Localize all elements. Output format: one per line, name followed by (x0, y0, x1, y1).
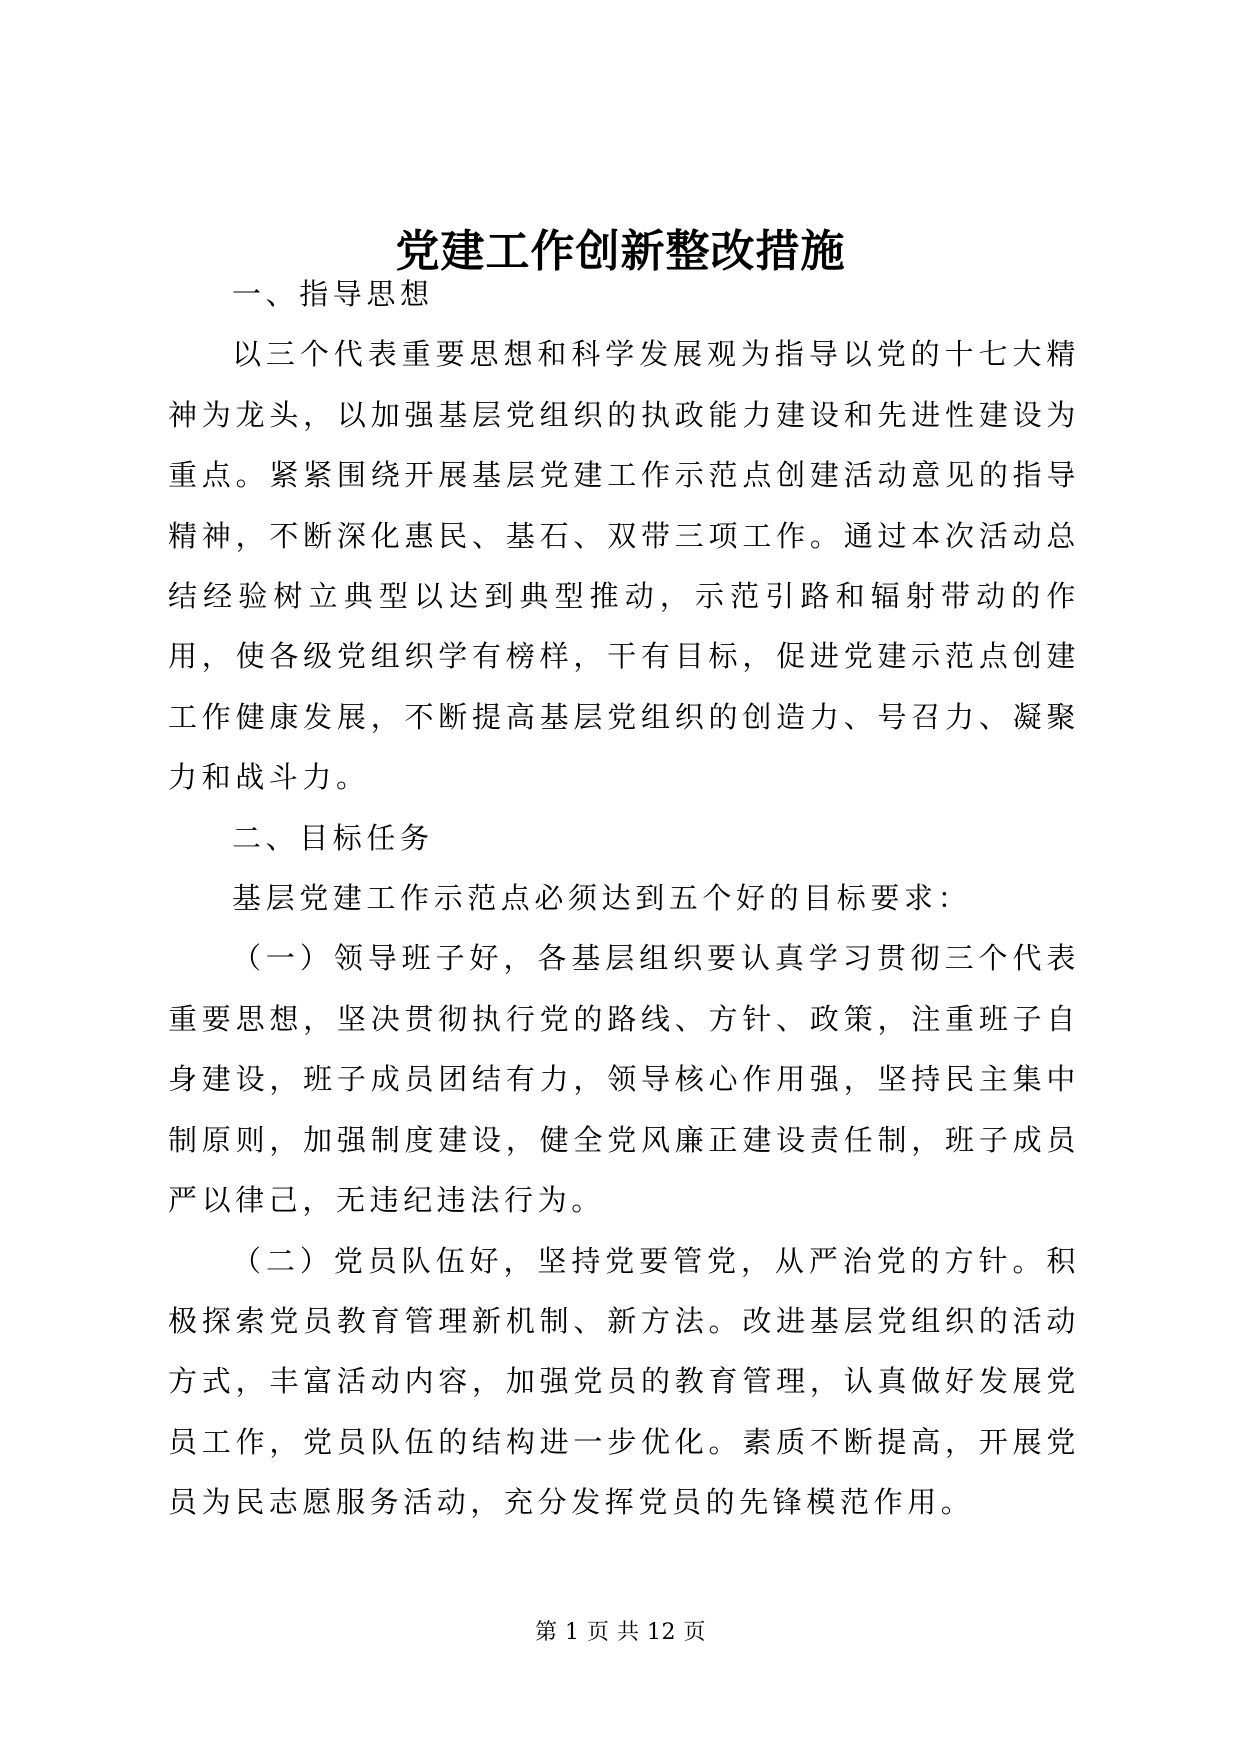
document-body (168, 264, 1080, 1533)
paragraph-guiding-ideology: 以三个代表重要思想和科学发展观为指导以党的十七大精神为龙头，以加强基层党组织的执政能力建设和先进性建设为重点。紧紧围绕开展基层党建工作示范点创建活动意见的指导精神，不断深化惠民、基石、双带三项工作。通过本次活动总结经验树立典型以达到典型推动，示范引路和辐射带动的作用，使各级党组织学有榜样，干有目标，促进党建示范点创建工作健康发展，不断提高基层党组织的创造力、号召力、凝聚力和战斗力。 (168, 337, 1080, 795)
paragraph-party-members: （二）党员队伍好，坚持党要管党，从严治党的方针。积极探索党员教育管理新机制、新方法。改进基层党组织的活动方式，丰富活动内容，加强党员的教育管理，认真做好发展党员工作，党员队伍的结构进一步优化。素质不断提高，开展党员为民志愿服务活动，充分发挥党员的先锋模范作用。 (168, 1243, 1080, 1520)
section-heading-goals-tasks: 二、目标任务 (232, 820, 434, 855)
document-title: 党建工作创新整改措施 (395, 226, 846, 277)
page-number-footer: 第 1 页 共 12 页 (535, 1620, 706, 1645)
paragraph-goal-requirements: 基层党建工作示范点必须达到五个好的目标要求： (232, 881, 972, 916)
section-heading-guiding-ideology: 一、指导思想 (232, 277, 434, 311)
paragraph-leadership-team: （一）领导班子好，各基层组织要认真学习贯彻三个代表重要思想，坚决贯彻执行党的路线、方针、政策，注重班子自身建设，班子成员团结有力，领导核心作用强，坚持民主集中制原则，加强制度建设，健全党风廉正建设责任制，班子成员严以律己，无违纪违法行为。 (168, 941, 1080, 1218)
